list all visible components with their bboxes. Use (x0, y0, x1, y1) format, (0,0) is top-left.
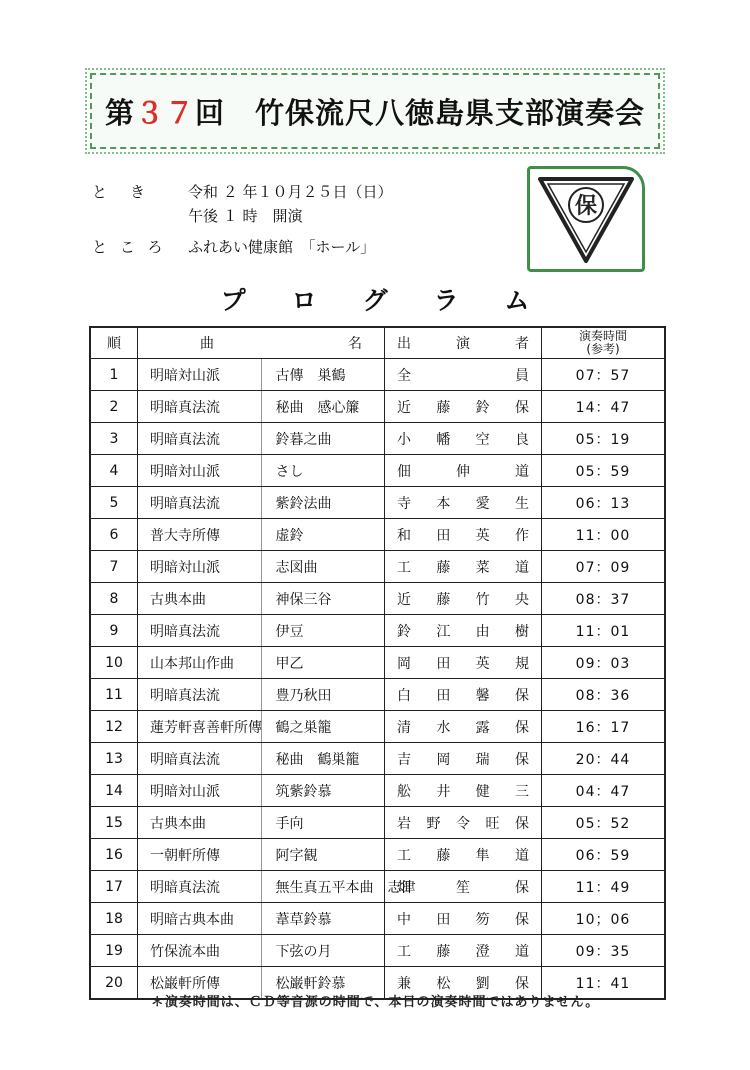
row-order: 12 (90, 711, 138, 743)
row-time: 05：19 (542, 423, 666, 455)
row-piece: 神保三谷 (261, 583, 385, 615)
title-prefix: 第 (104, 95, 135, 130)
row-time: 11：00 (542, 519, 666, 551)
table-row (90, 935, 665, 967)
row-order: 3 (90, 423, 138, 455)
row-performer: 清水露保 (385, 711, 542, 743)
program-table-body (90, 359, 665, 1000)
row-performer: 寺本愛生 (385, 487, 542, 519)
row-school: 明暗真法流 (138, 487, 262, 519)
row-performer: 白田馨保 (385, 679, 542, 711)
row-performer: 近藤竹央 (385, 583, 542, 615)
row-order: 1 (90, 359, 138, 391)
row-time: 16：17 (542, 711, 666, 743)
row-time: 07：09 (542, 551, 666, 583)
row-school: 普大寺所傳 (138, 519, 262, 551)
row-performer: 小幡空良 (385, 423, 542, 455)
table-row (90, 519, 665, 551)
time-line (92, 205, 303, 226)
row-order: 5 (90, 487, 138, 519)
row-order: 4 (90, 455, 138, 487)
row-time: 04：47 (542, 775, 666, 807)
row-school: 古典本曲 (138, 583, 262, 615)
table-row (90, 903, 665, 935)
row-time: 11：49 (542, 871, 666, 903)
table-row (90, 807, 665, 839)
table-row (90, 615, 665, 647)
row-order: 11 (90, 679, 138, 711)
row-order: 13 (90, 743, 138, 775)
row-time: 20：44 (542, 743, 666, 775)
row-time: 09：35 (542, 935, 666, 967)
when-date: 令和 ２ 年１０月２５日（日） (188, 183, 393, 201)
program-table (89, 326, 666, 1000)
row-piece: 虚鈴 (261, 519, 385, 551)
row-performer: 全員 (385, 359, 542, 391)
date-line (92, 181, 393, 202)
row-order: 20 (90, 967, 138, 1000)
row-school: 明暗真法流 (138, 391, 262, 423)
row-order: 10 (90, 647, 138, 679)
row-piece: さし (261, 455, 385, 487)
row-piece: 手向 (261, 807, 385, 839)
row-order: 6 (90, 519, 138, 551)
row-school: 一朝軒所傳 (138, 839, 262, 871)
row-school: 山本邦山作曲 (138, 647, 262, 679)
when-label: と き (92, 183, 150, 201)
row-time: 10；06 (542, 903, 666, 935)
header-title-left: 曲 (200, 336, 214, 352)
row-school: 明暗真法流 (138, 423, 262, 455)
row-time: 11：41 (542, 967, 666, 1000)
row-piece: 甲乙 (261, 647, 385, 679)
table-row (90, 423, 665, 455)
table-row (90, 839, 665, 871)
table-row (90, 647, 665, 679)
row-school: 明暗対山派 (138, 551, 262, 583)
row-performer: 岡田英規 (385, 647, 542, 679)
header-time-line2: (参考) (586, 342, 620, 356)
table-row (90, 487, 665, 519)
title-number: ３７ (134, 95, 195, 130)
row-school: 明暗対山派 (138, 359, 262, 391)
row-performer: 近藤鈴保 (385, 391, 542, 423)
row-piece: 紫鈴法曲 (261, 487, 385, 519)
row-performer: 工藤菜道 (385, 551, 542, 583)
row-piece: 豊乃秋田 (261, 679, 385, 711)
triangle-emblem-icon (530, 169, 642, 269)
table-row (90, 359, 665, 391)
table-row (90, 391, 665, 423)
row-performer: 舩井健三 (385, 775, 542, 807)
row-time: 07：57 (542, 359, 666, 391)
row-time: 05：52 (542, 807, 666, 839)
header-title-right: 名 (348, 336, 362, 352)
row-school: 竹保流本曲 (138, 935, 262, 967)
emblem-glyph: 保 (574, 194, 598, 219)
table-header-row (90, 327, 665, 359)
row-performer: 兼松劉保 (385, 967, 542, 1000)
table-row (90, 679, 665, 711)
table-row (90, 775, 665, 807)
row-school: 明暗真法流 (138, 743, 262, 775)
row-performer: 畑笙保 (385, 871, 542, 903)
row-school: 松巌軒所傳 (138, 967, 262, 1000)
row-piece: 下弦の月 (261, 935, 385, 967)
row-school: 蓮芳軒喜善軒所傳 (138, 711, 262, 743)
page-title (105, 91, 645, 132)
row-time: 11：01 (542, 615, 666, 647)
row-order: 19 (90, 935, 138, 967)
row-performer: 工藤隼道 (385, 839, 542, 871)
table-row (90, 711, 665, 743)
row-time: 08：36 (542, 679, 666, 711)
row-school: 明暗真法流 (138, 615, 262, 647)
row-piece: 古傳 巣鶴 (261, 359, 385, 391)
row-order: 15 (90, 807, 138, 839)
row-time: 05：59 (542, 455, 666, 487)
row-school: 明暗真法流 (138, 679, 262, 711)
table-row (90, 871, 665, 903)
where-value: ふれあい健康館 「ホール」 (188, 238, 376, 256)
row-piece: 鶴之巣籠 (261, 711, 385, 743)
row-order: 18 (90, 903, 138, 935)
row-school: 古典本曲 (138, 807, 262, 839)
row-time: 06：13 (542, 487, 666, 519)
row-order: 17 (90, 871, 138, 903)
header-order: 順 (90, 327, 138, 359)
row-piece: 伊豆 (261, 615, 385, 647)
title-suffix: 回 竹保流尺八徳島県支部演奏会 (195, 95, 646, 130)
row-school: 明暗古典本曲 (138, 903, 262, 935)
row-order: 7 (90, 551, 138, 583)
table-row (90, 583, 665, 615)
row-piece: 阿字観 (261, 839, 385, 871)
row-piece: 葦草鈴慕 (261, 903, 385, 935)
row-performer: 岩野令旺保 (385, 807, 542, 839)
table-row (90, 743, 665, 775)
row-order: 14 (90, 775, 138, 807)
row-time: 08：37 (542, 583, 666, 615)
emblem-logo (527, 166, 645, 272)
row-piece: 志図曲 (261, 551, 385, 583)
row-piece: 松巌軒鈴慕 (261, 967, 385, 1000)
row-school: 明暗真法流 (138, 871, 262, 903)
row-piece: 無生真五平本曲 志津 (261, 871, 385, 903)
header-time (542, 327, 666, 359)
row-time: 14：47 (542, 391, 666, 423)
row-order: 8 (90, 583, 138, 615)
row-performer: 鈴江由樹 (385, 615, 542, 647)
table-row (90, 455, 665, 487)
program-heading: プログラム (220, 286, 576, 315)
header-time-line1: 演奏時間 (578, 329, 627, 343)
row-piece: 筑紫鈴慕 (261, 775, 385, 807)
row-school: 明暗対山派 (138, 455, 262, 487)
row-order: 16 (90, 839, 138, 871)
row-performer: 吉岡瑞保 (385, 743, 542, 775)
row-performer: 中田笏保 (385, 903, 542, 935)
row-time: 09：03 (542, 647, 666, 679)
row-piece: 鈴暮之曲 (261, 423, 385, 455)
row-piece: 秘曲 感心簾 (261, 391, 385, 423)
row-time: 06：59 (542, 839, 666, 871)
row-performer: 工藤澄道 (385, 935, 542, 967)
place-line (92, 236, 375, 257)
footnote: ＊演奏時間は、ＣＤ等音源の時間で、本日の演奏時間ではありません。 (150, 995, 600, 1010)
title-banner (90, 73, 660, 149)
row-piece: 秘曲 鶴巣籠 (261, 743, 385, 775)
row-order: 2 (90, 391, 138, 423)
row-performer: 和田英作 (385, 519, 542, 551)
header-performer: 出演者 (385, 327, 542, 359)
row-school: 明暗対山派 (138, 775, 262, 807)
table-row (90, 551, 665, 583)
where-label: と こ ろ (92, 238, 167, 256)
row-order: 9 (90, 615, 138, 647)
row-performer: 佃伸道 (385, 455, 542, 487)
when-time: 午後 １ 時 開演 (188, 207, 303, 225)
header-title (138, 327, 385, 359)
